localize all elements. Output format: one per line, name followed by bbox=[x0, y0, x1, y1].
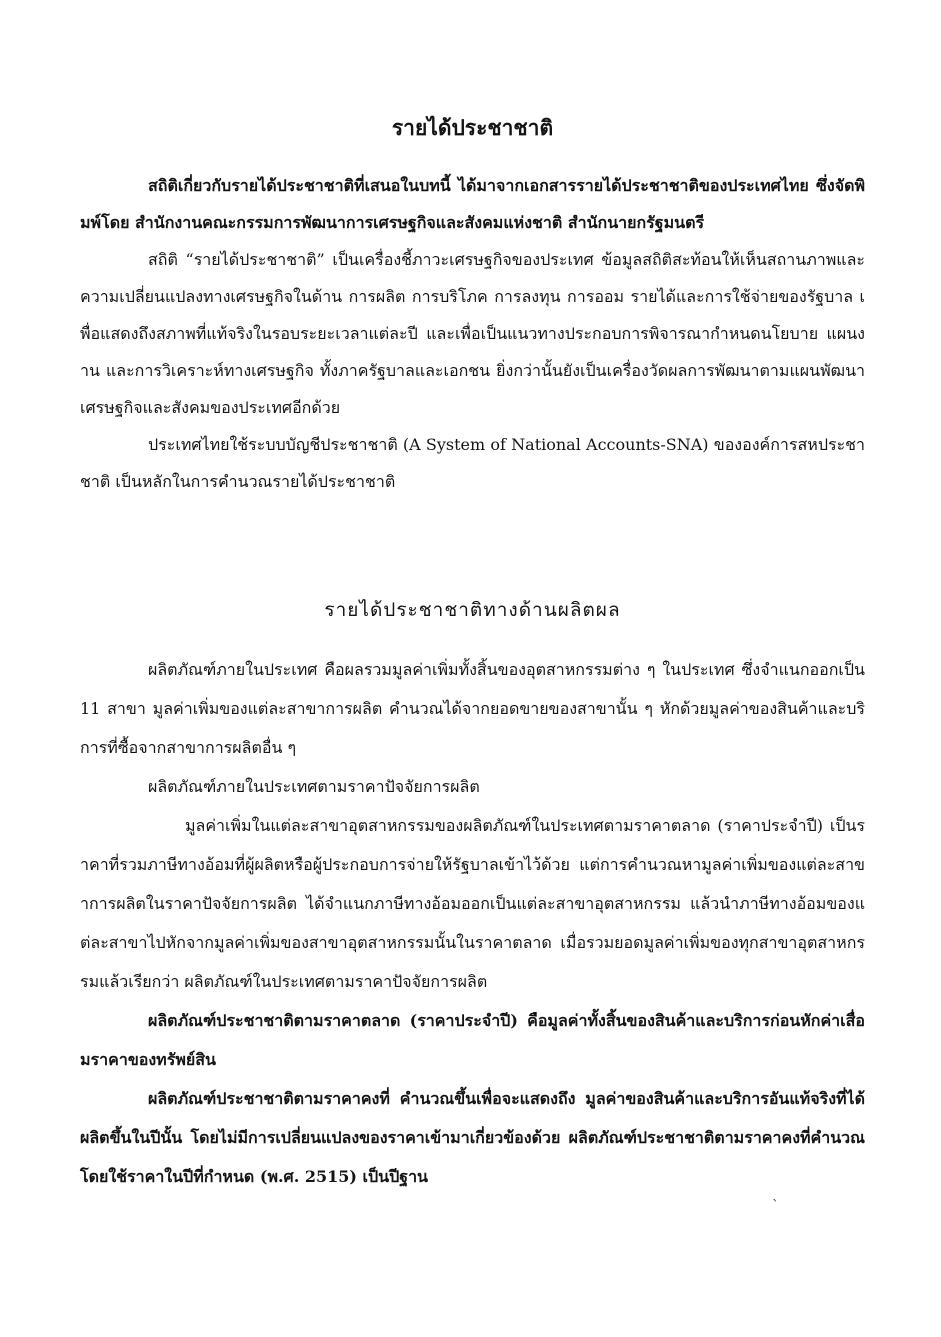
intro-section bbox=[80, 167, 865, 500]
intro-paragraph-purpose: สถิติ “รายได้ประชาชาติ” เป็นเครื่องชี้ภาวะเศรษฐกิจของประเทศ ข้อมูลสถิติสะท้อนให้เห็นสถานภาพและความเปลี่ยนแปลงทางเศรษฐกิจในด้าน การผลิต การบริโภค การลงทุน การออม รายได้และการใช้จ่ายของรัฐบาล เพื่อแสดงถึงสภาพที่แท้จริงในรอบระยะเวลาแต่ละปี และเพื่อเป็นแนวทางประกอบการพิจารณากำหนดนโยบาย แผนงาน และการวิเคราะห์ทางเศรษฐกิจ ทั้งภาครัฐบาลและเอกชน ยิ่งกว่านั้นยังเป็นเครื่องวัดผลการพัฒนาตามแผนพัฒนาเศรษฐกิจและสังคมของประเทศอีกด้วย bbox=[80, 250, 865, 417]
paragraph-gdp-factor-cost-heading: ผลิตภัณฑ์ภายในประเทศตามราคาปัจจัยการผลิต bbox=[148, 777, 480, 796]
production-section bbox=[80, 650, 865, 1196]
intro-paragraph-source: สถิติเกี่ยวกับรายได้ประชาชาติที่เสนอในบทนี้ ได้มาจากเอกสารรายได้ประชาชาติของประเทศไทย ซึ่งจัดพิมพ์โดย สำนักงานคณะกรรมการพัฒนาการเศรษฐกิจและสังคมแห่งชาติ สำนักนายกรัฐมนตรี bbox=[80, 176, 865, 232]
paragraph-gnp-constant-price: ผลิตภัณฑ์ประชาชาติตามราคาคงที่ คำนวณขึ้นเพื่อจะแสดงถึง มูลค่าของสินค้าและบริการอันแท้จริงที่ได้ผลิตขึ้นในปีนั้น โดยไม่มีการเปลี่ยนแปลงของราคาเข้ามาเกี่ยวข้องด้วย ผลิตภัณฑ์ประชาชาติตามราคาคงที่คำนวณโดยใช้ราคาในปีที่กำหนด (พ.ศ. 2515) เป็นปีฐาน bbox=[80, 1089, 865, 1186]
section-title: รายได้ประชาชาติทางด้านผลิตผล bbox=[324, 599, 621, 621]
stray-mark: ` bbox=[772, 1198, 779, 1214]
paragraph-gdp-definition: ผลิตภัณฑ์ภายในประเทศ คือผลรวมมูลค่าเพิ่มทั้งสิ้นของอุตสาหกรรมต่าง ๆ ในประเทศ ซึ่งจำแนกออกเป็น 11 สาขา มูลค่าเพิ่มของแต่ละสาขาการผลิต คำนวณได้จากยอดขายของสาขานั้น ๆ หักด้วยมูลค่าของสินค้าและบริการที่ซื้อจากสาขาการผลิตอื่น ๆ bbox=[80, 660, 865, 757]
intro-paragraph-sna: ประเทศไทยใช้ระบบบัญชีประชาชาติ (A System of National Accounts-SNA) ขององค์การสหประชาชาติ เป็นหลักในการคำนวณรายได้ประชาชาติ bbox=[80, 435, 865, 491]
paragraph-gnp-market-price: ผลิตภัณฑ์ประชาชาติตามราคาตลาด (ราคาประจำปี) คือมูลค่าทั้งสิ้นของสินค้าและบริการก่อนหักค่าเสื่อมราคาของทรัพย์สิน bbox=[80, 1011, 865, 1069]
paragraph-value-added: มูลค่าเพิ่มในแต่ละสาขาอุตสาหกรรมของผลิตภัณฑ์ในประเทศตามราคาตลาด (ราคาประจำปี) เป็นราคาที่รวมภาษีทางอ้อมที่ผู้ผลิตหรือผู้ประกอบการจ่ายให้รัฐบาลเข้าไว้ด้วย แต่การคำนวณหามูลค่าเพิ่มของแต่ละสาขาการผลิตในราคาปัจจัยการผลิต ได้จำแนกภาษีทางอ้อมออกเป็นแต่ละสาขาอุตสาหกรรม แล้วนำภาษีทางอ้อมของแต่ละสาขาไปหักจากมูลค่าเพิ่มของสาขาอุตสาหกรรมนั้นในราคาตลาด เมื่อรวมยอดมูลค่าเพิ่มของทุกสาขาอุตสาหกรรมแล้วเรียกว่า ผลิตภัณฑ์ในประเทศตามราคาปัจจัยการผลิต bbox=[80, 816, 865, 991]
page-title: รายได้ประชาชาติ bbox=[391, 115, 554, 140]
